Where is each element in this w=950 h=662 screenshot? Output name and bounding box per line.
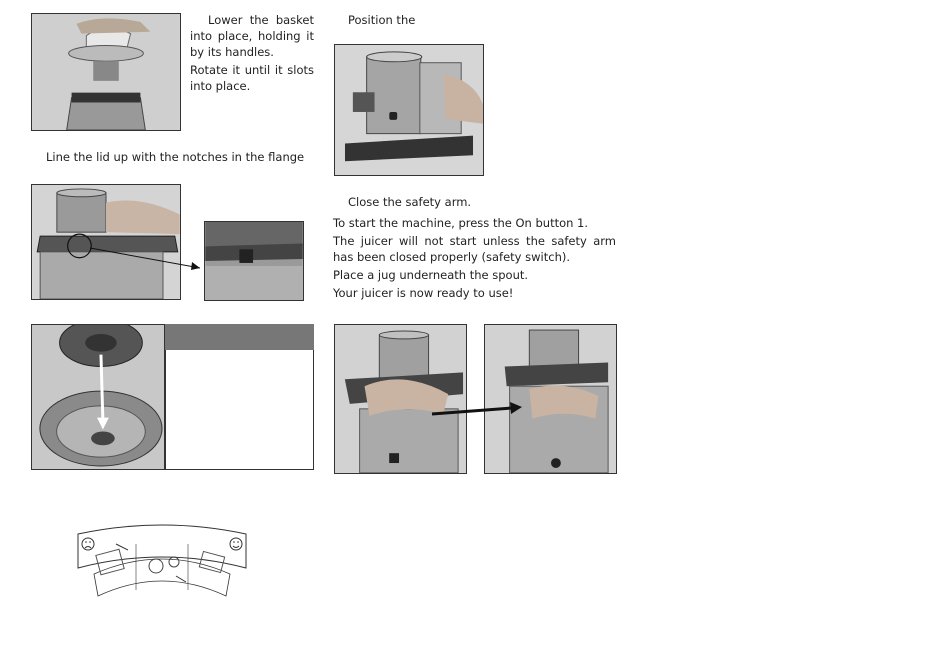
photo-safety-arm-open [334, 324, 467, 474]
photo-lid-detail [204, 221, 304, 301]
lid-instruction: Line the lid up with the notches in the flange [46, 150, 305, 164]
close-safety-arm-text: Close the safety arm. [348, 195, 472, 209]
photo-safety-arm-closed [484, 324, 617, 474]
safety-warning-text: The juicer will not start unless the safety arm has been closed properly (safety switch). [333, 234, 616, 264]
usage-label-diagram [76, 524, 248, 600]
photo-basket-top-view [31, 324, 165, 470]
lower-basket-instructions [190, 12, 314, 96]
ready-text: Your juicer is now ready to use! [333, 286, 514, 300]
note-box-header [165, 324, 314, 350]
safety-instructions [333, 194, 616, 303]
place-jug-text: Place a jug underneath the spout. [333, 268, 529, 282]
photo-position-container [334, 44, 484, 176]
rotate-basket-text: Rotate it until it slots into place. [190, 63, 314, 93]
position-instruction: Position the [348, 13, 416, 27]
lower-basket-text: Lower the basket into place, holding it by its handles. [190, 13, 314, 59]
lid-detail-arrow [90, 240, 210, 280]
photo-lower-basket [31, 13, 181, 131]
safety-arm-arrow [432, 400, 527, 420]
start-machine-text: To start the machine, press the On button 1. [333, 216, 589, 230]
